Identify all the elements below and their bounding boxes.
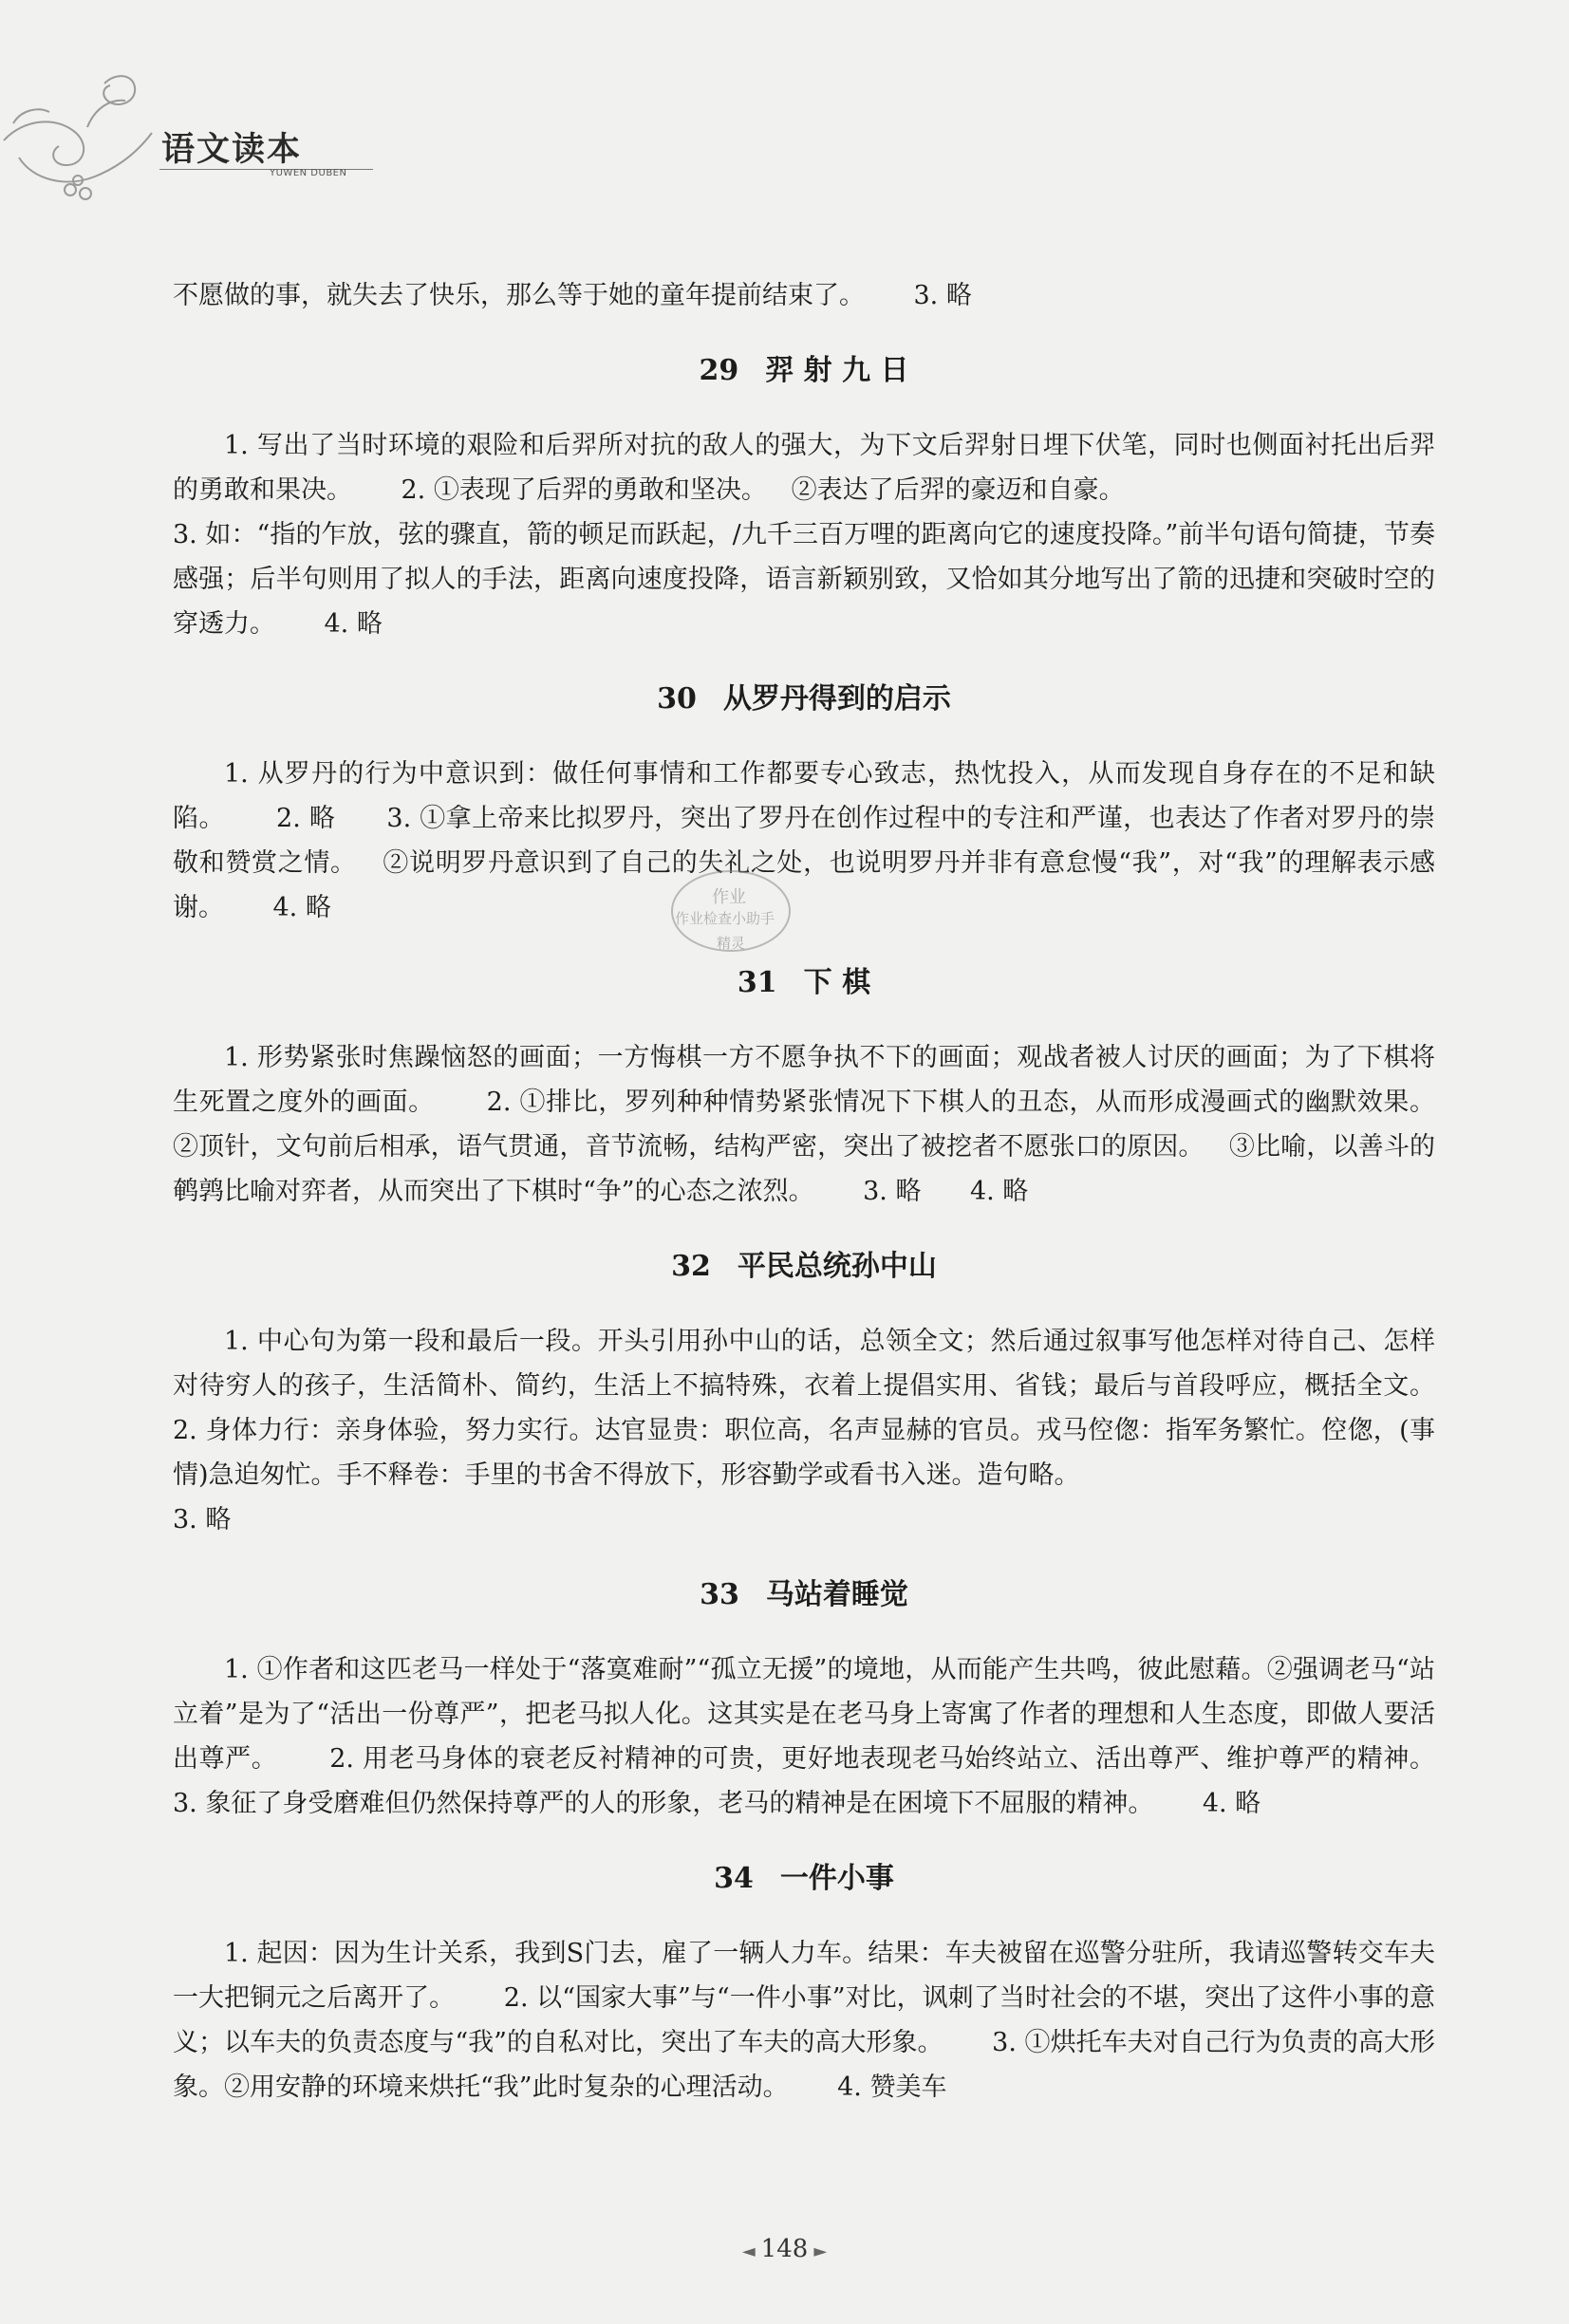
book-subtitle: YUWEN DUBEN [270,168,347,178]
page-header [0,66,399,209]
section-number: 29 [699,354,739,387]
section-heading [173,1854,1435,1896]
answer-paragraph: 1. ①作者和这匹老马一样处于“落寞难耐”“孤立无援”的境地，从而能产生共鸣，彼此慰藉。②强调老马“站立着”是为了“活出一份尊严”，把老马拟人化。这其实是在老马身上寄寓了作者的理想和人生态度，即做人要活出尊严。 2. 用老马身体的衰老反衬精神的可贵，更好地表现老马始终站立、活出尊严、维护尊严的精神。 3. 象征了身受磨难但仍然保持尊严的人的形象，老马的精神是在困境下不屈服的精神。 4. 略 [173,1655,1485,1818]
section-title: 平民总统孙中山 [737,1250,937,1283]
section-heading [173,958,1435,1000]
answer-paragraph: 1. 中心句为第一段和最后一段。开头引用孙中山的话，总领全文；然后通过叙事写他怎样对待自己、怎样对待穷人的孩子，生活简朴、简约，生活上不搞特殊，衣着上提倡实用、省钱；最后与首段呼应，概括全文。 2. 身体力行：亲身体验，努力实行。达官显贵：职位高，名声显赫的官员。戎马倥偬：指军务繁忙。倥偬，(事情)急迫匆忙。手不释卷：手里的书舍不得放下，形容勤学或看书入迷。造句略。 [173,1327,1485,1490]
section-33 [173,1571,1485,1826]
section-number: 34 [714,1862,754,1895]
section-heading [173,675,1435,716]
answer-paragraph: 3. 略 [173,1505,232,1534]
right-flourish-icon: ► [813,2241,828,2261]
section-number: 32 [671,1250,711,1283]
section-title: 从罗丹得到的启示 [722,682,951,716]
watermark-stamp [660,859,802,973]
section-number: 33 [700,1578,739,1611]
section-31 [173,958,1460,1214]
section-title: 羿 射 九 日 [765,354,909,387]
watermark-line1: 作业 [712,887,746,907]
section-title: 一件小事 [779,1862,894,1895]
page-number: 148 [760,2235,809,2263]
floral-ornament-icon [0,66,171,209]
section-title: 马站着睡觉 [765,1578,908,1611]
answer-paragraph: 1. 形势紧张时焦躁恼怒的画面；一方悔棋一方不愿争执不下的画面；观战者被人讨厌的画面；为了下棋将生死置之度外的画面。 2. ①排比，罗列种种情势紧张情况下下棋人的丑态，从而形成漫画式的幽默效果。 ②顶针，文句前后相承，语气贯通，音节流畅，结构严密，突出了被挖者不愿张口的原因。 ③比喻，以善斗的鹌鹑比喻对弈者，从而突出了下棋时“争”的心态之浓烈。 3. 略 4. 略 [173,1043,1460,1206]
page-footer [0,2235,1569,2263]
intro-paragraph: 不愿做的事，就失去了快乐，那么等于她的童年提前结束了。 3. 略 [173,281,972,310]
answer-content [173,273,1485,2110]
section-number: 31 [737,966,777,999]
answer-paragraph: 3. 如：“指的乍放，弦的骤直，箭的顿足而跃起，/九千三百万哩的距离向它的速度投降。”前半句语句简捷，节奏感强；后半句则用了拟人的手法，距离向速度投降，语言新颖别致，又恰如其分地写出了箭的迅捷和突破时空的穿透力。 4. 略 [173,520,1435,639]
left-flourish-icon: ◄ [741,2241,756,2261]
section-title: 下 棋 [803,966,871,999]
section-32 [173,1242,1485,1542]
section-heading [173,346,1435,388]
section-34 [173,1854,1435,2110]
watermark-line3: 精灵 [717,935,746,952]
section-heading [173,1571,1435,1612]
watermark-line2: 作业检查小助手 [675,910,775,927]
section-heading [173,1242,1435,1284]
section-29 [173,346,1435,646]
answer-paragraph: 1. 从罗丹的行为中意识到：做任何事情和工作都要专心致志，热忱投入，从而发现自身存在的不足和缺陷。 2. 略 3. ①拿上帝来比拟罗丹，突出了罗丹在创作过程中的专注和严谨，也表达了作者对罗丹的崇敬和赞赏之情。 ②说明罗丹意识到了自己的失礼之处，也说明罗丹并非有意怠慢“我”，对“我”的理解表示感谢。 4. 略 [173,759,1435,922]
section-30 [173,675,1435,930]
answer-paragraph: 1. 写出了当时环境的艰险和后羿所对抗的敌人的强大，为下文后羿射日埋下伏笔，同时也侧面衬托出后羿的勇敢和果决。 2. ①表现了后羿的勇敢和坚决。 ②表达了后羿的豪迈和自豪。 [173,431,1435,505]
section-number: 30 [657,682,697,716]
book-title: 语文读本 [161,131,303,169]
answer-paragraph: 1. 起因：因为生计关系，我到S门去，雇了一辆人力车。结果：车夫被留在巡警分驻所，我请巡警转交车夫一大把铜元之后离开了。 2. 以“国家大事”与“一件小事”对比，讽刺了当时社会的不堪，突出了这件小事的意义；以车夫的负责态度与“我”的自私对比，突出了车夫的高大形象。 3. ①烘托车夫对自己行为负责的高大形象。②用安静的环境来烘托“我”此时复杂的心理活动。 4. 赞美车 [173,1939,1435,2102]
